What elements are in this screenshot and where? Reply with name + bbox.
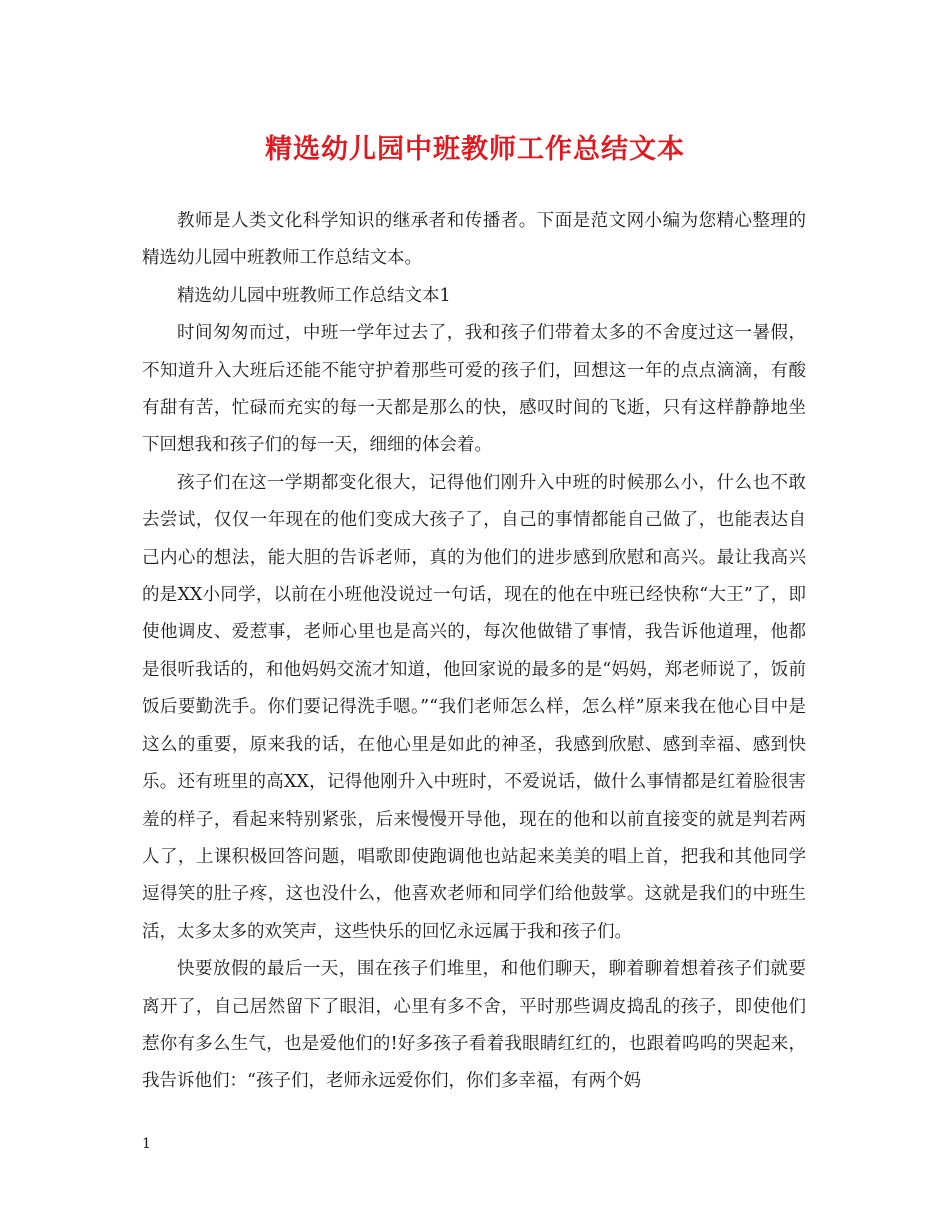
body-paragraph: 时间匆匆而过，中班一学年过去了，我和孩子们带着太多的不舍度过这一暑假，不知道升入大班后还能不能守护着那些可爱的孩子们，回想这一年的点点滴滴，有酸有甜有苦，忙碌而充实的每一天都是那么的快，感叹时间的飞逝，只有这样静静地坐下回想我和孩子们的每一天，细细的体会着。 — [142, 323, 806, 456]
document-body — [142, 203, 806, 1101]
body-paragraph: 孩子们在这一学期都变化很大，记得他们刚升入中班的时候那么小，什么也不敢去尝试，仅仅一年现在的他们变成大孩子了，自己的事情都能自己做了，也能表达自己内心的想法，能大胆的告诉老师，真的为他们的进步感到欣慰和高兴。最让我高兴的是XX小同学，以前在小班他没说过一句话，现在的他在中班已经快称“大王”了，即使他调皮、爱惹事，老师心里也是高兴的，每次他做错了事情，我告诉他道理，他都是很听我话的，和他妈妈交流才知道，他回家说的最多的是“妈妈，郑老师说了，饭前饭后要勤洗手。你们要记得洗手嗯。”“我们老师怎么样，怎么样”原来我在他心目中是这么的重要，原来我的话，在他心里是如此的神圣，我感到欣慰、感到幸福、感到快乐。还有班里的高XX，记得他刚升入中班时，不爱说话，做什么事情都是红着脸很害羞的样子，看起来特别紧张，后来慢慢开导他，现在的他和以前直接变的就是判若两人了，上课积极回答问题，唱歌即使跑调他也站起来美美的唱上首，把我和其他同学逗得笑的肚子疼，这也没什么，他喜欢老师和同学们给他鼓掌。这就是我们的中班生活，太多太多的欢笑声，这些快乐的回忆永远属于我和孩子们。 — [142, 472, 806, 942]
intro-paragraph: 教师是人类文化科学知识的继承者和传播者。下面是范文网小编为您精心整理的精选幼儿园中班教师工作总结文本。 — [142, 211, 806, 269]
section-heading: 精选幼儿园中班教师工作总结文本1 — [177, 285, 451, 306]
body-paragraph: 快要放假的最后一天，围在孩子们堆里，和他们聊天，聊着聊着想着孩子们就要离开了，自己居然留下了眼泪，心里有多不舍，平时那些调皮捣乱的孩子，即使他们惹你有多么生气，也是爱他们的!好多孩子看着我眼睛红红的，也跟着呜呜的哭起来，我告诉他们：“孩子们，老师永远爱你们，你们多幸福，有两个妈 — [142, 959, 806, 1092]
page-number: 1 — [142, 1136, 151, 1152]
document-title: 精选幼儿园中班教师工作总结文本 — [265, 134, 685, 165]
